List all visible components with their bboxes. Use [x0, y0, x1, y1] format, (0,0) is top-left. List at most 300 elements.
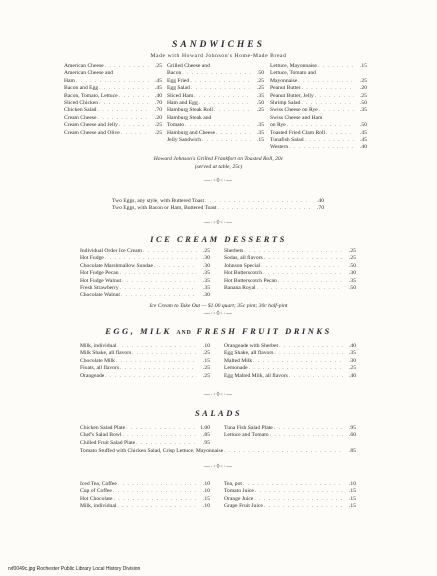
leader-dots	[105, 255, 197, 262]
menu-item-price: .30	[203, 255, 210, 262]
menu-item	[167, 70, 264, 77]
menu-item-name: Orangeade with Sherbet	[224, 343, 279, 349]
leader-dots	[120, 270, 197, 277]
leader-dots	[205, 198, 311, 205]
sandwiches-column-3	[270, 63, 367, 152]
leader-dots	[264, 503, 343, 510]
menu-item-price: .50	[257, 70, 264, 77]
menu-item-name: Western	[270, 144, 289, 151]
menu-item-price: .15	[360, 63, 367, 69]
menu-item-name: Egg Salad	[167, 85, 190, 92]
menu-item	[224, 285, 356, 292]
beverages-column-2	[224, 481, 356, 511]
menu-item-price: .45	[360, 129, 367, 136]
menu-item-name: Tomato Stuffed with Chicken Salad, Crisp Lettuce, Mayonnaise	[80, 448, 224, 454]
leader-dots	[218, 205, 311, 212]
menu-item-name: Chicken Salad	[64, 107, 97, 114]
menu-item	[64, 93, 162, 100]
menu-item-price: .10	[349, 481, 356, 487]
menu-item	[64, 130, 162, 137]
menu-item	[80, 248, 210, 255]
leader-dots	[182, 70, 251, 77]
menu-item	[64, 70, 162, 77]
menu-item	[80, 350, 210, 357]
leader-dots	[243, 481, 343, 488]
menu-item	[80, 365, 210, 372]
drinks-column-2	[224, 343, 356, 380]
menu-item-name: Egg Malted Milk, all flavors	[224, 372, 288, 379]
leader-dots	[185, 122, 251, 129]
menu-item-name: Lemonade	[224, 365, 248, 372]
menu-item-name: Orange Juice	[224, 495, 254, 502]
menu-item	[270, 63, 367, 70]
menu-item	[80, 503, 210, 510]
menu-item-name: Hot Fudge Pecan	[80, 270, 119, 277]
menu-item-price: .30	[203, 292, 210, 299]
menu-item-price: .10	[203, 481, 210, 487]
menu-item-price: .40	[349, 343, 356, 349]
menu-item-price: .70	[155, 99, 162, 106]
ornament-divider: —∙◦◊◦∙—	[203, 311, 234, 317]
menu-item-price: .15	[203, 357, 210, 364]
leader-dots	[264, 255, 343, 262]
menu-item-name: Chef's Salad Bowl	[80, 432, 122, 439]
leader-dots	[263, 270, 343, 277]
menu-item	[270, 93, 367, 100]
leader-dots	[113, 496, 197, 503]
menu-item	[270, 107, 367, 114]
leader-dots	[118, 481, 197, 488]
leader-dots	[121, 130, 149, 137]
menu-item-name: Floats, all flavors	[80, 365, 119, 372]
menu-item-name: Bacon and Egg	[64, 85, 99, 92]
menu-item-price: .25	[360, 77, 367, 84]
menu-item-name: Sliced Chicken	[64, 99, 99, 106]
menu-item-price: .25	[203, 350, 210, 357]
leader-dots	[257, 285, 343, 292]
menu-item-price: 1.00	[200, 425, 210, 431]
menu-item-price: .25	[349, 248, 356, 254]
menu-item	[167, 137, 264, 144]
menu-item-price: .50	[360, 99, 367, 106]
menu-item	[224, 432, 356, 439]
menu-item-price: .35	[257, 129, 264, 136]
leader-dots	[301, 100, 354, 107]
menu-item	[224, 503, 356, 510]
menu-item-price: .20	[155, 114, 162, 121]
leader-dots	[287, 122, 354, 129]
menu-item	[224, 255, 356, 262]
menu-item-price: .20	[360, 85, 367, 92]
menu-item-name: Grape Fruit Juice	[224, 503, 263, 510]
menu-item-name: Milk Shake, all flavors	[80, 350, 132, 357]
menu-item	[270, 100, 367, 107]
menu-item-price: .30	[349, 270, 356, 277]
menu-item	[270, 130, 367, 137]
menu-item-name: Egg Shake, all flavors	[224, 350, 274, 357]
menu-item	[167, 107, 264, 114]
leader-dots	[136, 440, 197, 447]
menu-item-price: .15	[257, 136, 264, 143]
menu-item-price: .85	[203, 432, 210, 439]
leader-dots	[279, 343, 343, 350]
menu-item	[80, 285, 210, 292]
leader-dots	[199, 100, 251, 107]
menu-item	[167, 115, 264, 122]
menu-item-price: .25	[257, 107, 264, 114]
menu-item-name: Lettuce and Tomato	[224, 432, 269, 439]
menu-item-name: Tomato Juice	[224, 488, 254, 495]
leader-dots	[302, 85, 354, 92]
menu-item-name: Hot Butterscotch Pecan	[224, 277, 277, 284]
menu-item-name: Swiss Cheese on Rye	[270, 107, 318, 114]
menu-item	[167, 93, 264, 100]
leader-dots	[120, 365, 197, 372]
menu-item-name: Mayonnaise	[270, 77, 298, 84]
menu-item	[270, 137, 367, 144]
menu-item	[270, 78, 367, 85]
menu-item	[224, 481, 356, 488]
menu-item-price: .70	[317, 205, 324, 212]
menu-item-name: Cream Cheese and Jelly	[64, 122, 118, 129]
menu-item-name: Milk, individual	[80, 503, 117, 510]
menu-item-price: .70	[155, 107, 162, 114]
menu-item-name: Jelly Sandwich	[167, 136, 202, 143]
menu-item	[64, 122, 162, 129]
leader-dots	[289, 373, 343, 380]
menu-item-name: Tomato	[167, 122, 185, 129]
leader-dots	[253, 358, 343, 365]
leader-dots	[255, 488, 343, 495]
leader-dots	[274, 350, 343, 357]
menu-item-name: Ham	[64, 77, 75, 84]
menu-item	[64, 78, 162, 85]
menu-item-price: .35	[257, 122, 264, 129]
menu-item	[224, 270, 356, 277]
salads-column-2	[224, 425, 356, 440]
menu-item-name: Chocolate Marshmallow Sundae	[80, 262, 154, 269]
sandwiches-title: SANDWICHES	[172, 40, 265, 50]
ice-cream-column-1	[80, 248, 210, 300]
menu-item-price: .15	[349, 495, 356, 502]
leader-dots	[143, 248, 197, 255]
sandwiches-subtitle: Made with Howard Johnson's Home-Made Bread	[150, 53, 287, 59]
menu-item-name: Tunafish Salad	[270, 136, 304, 143]
ornament-divider: —∙◦◊◦∙—	[203, 392, 234, 398]
menu-item-name: Sodas, all flavors	[224, 255, 263, 262]
leader-dots	[289, 144, 354, 151]
menu-item-name: Cream Cheese	[64, 114, 97, 121]
menu-item-price: .45	[360, 136, 367, 143]
menu-item-name: American Cheese and	[64, 70, 114, 77]
frankfort-note: Howard Johnson's Grilled Frankfort on Toasted Roll, 20c	[153, 156, 284, 162]
menu-item	[167, 122, 264, 129]
menu-item-name: Two Eggs, with Bacon or Ham, Buttered Toast	[112, 205, 217, 212]
menu-item-name: Hot Chocolate	[80, 495, 113, 502]
menu-item-price: .40	[155, 92, 162, 99]
menu-item	[80, 488, 210, 495]
menu-item-price: .25	[155, 129, 162, 136]
menu-item-price: .25	[203, 372, 210, 379]
leader-dots	[191, 85, 251, 92]
menu-item-price: .95	[349, 425, 356, 431]
menu-item-name: Banana Royal	[224, 284, 256, 291]
menu-item-name: Toasted Fried Clam Roll	[270, 129, 326, 136]
menu-item-price: .30	[349, 357, 356, 364]
leader-dots	[154, 263, 197, 270]
leader-dots	[298, 78, 354, 85]
menu-item-name: Milk, individual	[80, 343, 117, 349]
menu-item-price: .40	[349, 372, 356, 379]
ornament-divider: —∙◦◊◦∙—	[203, 464, 234, 470]
menu-item-name: Peanut Butter, Jelly	[270, 92, 314, 99]
leader-dots	[132, 350, 197, 357]
leader-dots	[99, 100, 149, 107]
ornament-divider: —∙◦◊◦∙—	[203, 220, 234, 226]
menu-item-price: .35	[349, 277, 356, 284]
menu-item-name: Two Eggs, any style, with Buttered Toast	[112, 198, 205, 204]
menu-item-price: .10	[203, 488, 210, 495]
menu-item-price: .35	[349, 350, 356, 357]
menu-item-name: Chicken Salad Plate	[80, 425, 126, 431]
menu-item-price: .15	[203, 495, 210, 502]
menu-item-price: .25	[155, 122, 162, 129]
menu-item-price: .50	[257, 99, 264, 106]
menu-item-name: Bacon, Tomato, Lettuce	[64, 92, 118, 99]
menu-item-price: .85	[349, 448, 356, 454]
menu-item	[167, 63, 264, 70]
leader-dots	[121, 292, 197, 299]
menu-item-price: .35	[257, 92, 264, 99]
leader-dots	[278, 278, 343, 285]
leader-dots	[326, 130, 354, 137]
leader-dots	[119, 122, 149, 129]
leader-dots	[190, 78, 251, 85]
menu-item-price: .35	[203, 277, 210, 284]
menu-item-name: Orangeade	[80, 372, 105, 379]
menu-item-name: Individual Order Ice Cream	[80, 248, 142, 254]
menu-item	[80, 496, 210, 503]
ice-cream-column-2	[224, 248, 356, 292]
leader-dots	[214, 107, 251, 114]
menu-item-name: Hot Butterscotch	[224, 270, 263, 277]
menu-item-name: Ham and Egg	[167, 99, 198, 106]
leader-dots	[318, 63, 354, 70]
menu-item-price: .40	[317, 198, 324, 204]
menu-item-name: Fresh Strawberry	[80, 284, 119, 291]
menu-item	[64, 115, 162, 122]
menu-item	[270, 144, 367, 151]
leader-dots	[249, 365, 343, 372]
leader-dots	[194, 93, 251, 100]
menu-item	[224, 263, 356, 270]
menu-item	[112, 198, 324, 205]
menu-item-name: Hamburg and Cheese	[167, 129, 216, 136]
menu-item-name: Egg Fried	[167, 77, 190, 84]
menu-item	[80, 432, 210, 439]
menu-item-name: Bacon	[167, 70, 182, 77]
menu-item-price: .25	[203, 365, 210, 372]
menu-item-name: Swiss Cheese and Ham	[270, 114, 323, 121]
menu-item-name: Chocolate Walnut	[80, 292, 120, 299]
menu-item-name: Malted Milk	[224, 357, 253, 364]
menu-item	[80, 278, 210, 285]
leader-dots	[274, 425, 343, 432]
menu-item	[80, 448, 356, 455]
sandwiches-column-1	[64, 63, 162, 137]
salads-title: SALADS	[194, 408, 243, 418]
menu-item	[112, 205, 324, 212]
menu-item-price: .45	[155, 77, 162, 84]
menu-item	[64, 85, 162, 92]
drinks-title-and: AND	[176, 330, 192, 336]
leader-dots	[270, 432, 343, 439]
menu-item-price: .25	[257, 85, 264, 92]
menu-item	[64, 107, 162, 114]
menu-item-price: .15	[349, 503, 356, 510]
menu-item	[167, 130, 264, 137]
frankfort-note-table: (served at table, 25c)	[194, 164, 243, 170]
ice-cream-take-out-note: Ice Cream to Take Out — $1.00 quart; 35c pint; 30c half-pint	[149, 303, 288, 309]
leader-dots	[120, 285, 197, 292]
leader-dots	[97, 115, 149, 122]
menu-item-name: Hamburg Steak and	[167, 114, 212, 121]
menu-item-name: Hot Fudge Walnut	[80, 277, 122, 284]
leader-dots	[99, 85, 149, 92]
menu-item-name: Tea, pot	[224, 481, 242, 487]
menu-item	[270, 85, 367, 92]
drinks-title	[0, 326, 437, 336]
menu-item-name: Tuna Fish Salad Plate	[224, 425, 273, 431]
menu-item-name: on Rye	[270, 122, 286, 129]
menu-item-name: Sherbets	[224, 248, 244, 254]
menu-item-name: Lettuce, Tomato and	[270, 70, 316, 77]
menu-item	[224, 373, 356, 380]
menu-item	[224, 358, 356, 365]
leader-dots	[315, 93, 354, 100]
menu-item-name: Hamburg Steak Roll	[167, 107, 213, 114]
menu-item	[167, 85, 264, 92]
menu-item-name: American Cheese	[64, 63, 104, 69]
menu-item	[64, 100, 162, 107]
drinks-title-b: FRESH FRUIT DRINKS	[196, 326, 332, 336]
menu-item	[64, 63, 162, 70]
menu-item-price: .50	[349, 284, 356, 291]
leader-dots	[122, 432, 197, 439]
menu-item-name: Cream Cheese and Olive	[64, 129, 120, 136]
leader-dots	[319, 107, 354, 114]
leader-dots	[105, 373, 197, 380]
menu-item	[224, 365, 356, 372]
menu-item	[167, 100, 264, 107]
leader-dots	[97, 107, 149, 114]
salads-wide-item	[80, 448, 356, 455]
menu-item-name: Lettuce, Mayonnaise	[270, 63, 317, 69]
leader-dots	[119, 93, 149, 100]
beverages-column-1	[80, 481, 210, 511]
drinks-column-1	[80, 343, 210, 380]
leader-dots	[224, 448, 343, 455]
leader-dots	[305, 137, 354, 144]
menu-item-price: .10	[203, 503, 210, 510]
leader-dots	[76, 78, 149, 85]
menu-item-name: Grilled Cheese and	[167, 63, 210, 69]
menu-item	[224, 425, 356, 432]
menu-item	[270, 115, 367, 122]
salads-column-1	[80, 425, 210, 447]
menu-item-name: Johnson Special	[224, 262, 261, 269]
menu-item-name: Chilled Fruit Salad Plate	[80, 439, 136, 446]
ice-cream-title: ICE CREAM DESSERTS	[150, 234, 287, 244]
menu-item-price: .25	[257, 77, 264, 84]
leader-dots	[116, 358, 197, 365]
menu-item-price: .25	[349, 255, 356, 262]
menu-item-price: .60	[349, 432, 356, 439]
menu-item	[224, 488, 356, 495]
menu-item-price: .25	[360, 92, 367, 99]
leader-dots	[105, 63, 149, 70]
archive-caption: rvf0049c.jpg Rochester Public Library Local History Division	[8, 566, 141, 572]
menu-item-price: .35	[203, 270, 210, 277]
menu-item	[224, 350, 356, 357]
menu-item-price: .25	[349, 365, 356, 372]
leader-dots	[117, 503, 197, 510]
menu-item	[80, 440, 210, 447]
menu-item-name: Sliced Ham	[167, 92, 194, 99]
menu-item-name: Chocolate Milk	[80, 357, 115, 364]
menu-item	[80, 263, 210, 270]
ornament-divider: —∙◦◊◦∙—	[203, 178, 234, 184]
menu-item-price: .45	[155, 85, 162, 92]
menu-item	[270, 122, 367, 129]
leader-dots	[254, 496, 343, 503]
menu-item	[224, 496, 356, 503]
menu-item-price: .50	[360, 122, 367, 129]
leader-dots	[216, 130, 251, 137]
menu-item	[167, 78, 264, 85]
menu-item-price: .95	[203, 439, 210, 446]
menu-item-price: .35	[360, 107, 367, 114]
menu-item-name: Shrimp Salad	[270, 99, 301, 106]
leader-dots	[202, 137, 251, 144]
menu-item-name: Hot Fudge	[80, 255, 104, 262]
menu-item-price: .15	[349, 488, 356, 495]
menu-item	[80, 255, 210, 262]
eggs-list	[112, 198, 324, 213]
leader-dots	[126, 425, 197, 432]
menu-item	[80, 373, 210, 380]
menu-item-price: .40	[360, 144, 367, 151]
menu-item-price: .50	[349, 262, 356, 269]
menu-item	[80, 292, 210, 299]
menu-item	[224, 278, 356, 285]
menu-item-price: .35	[203, 284, 210, 291]
menu-item-name: Cup of Coffee	[80, 488, 112, 495]
menu-item-price: .30	[203, 262, 210, 269]
leader-dots	[113, 488, 197, 495]
drinks-title-a: EGG, MILK	[105, 326, 172, 336]
leader-dots	[261, 263, 343, 270]
menu-item-name: Peanut Butter	[270, 85, 301, 92]
menu-item-price: .10	[203, 343, 210, 349]
menu-item-name: Iced Tea, Coffee	[80, 481, 117, 487]
leader-dots	[122, 278, 197, 285]
menu-item-price: .25	[155, 63, 162, 69]
menu-item	[80, 270, 210, 277]
menu-item-price: .25	[203, 248, 210, 254]
menu-item	[270, 70, 367, 77]
sandwiches-column-2	[167, 63, 264, 144]
